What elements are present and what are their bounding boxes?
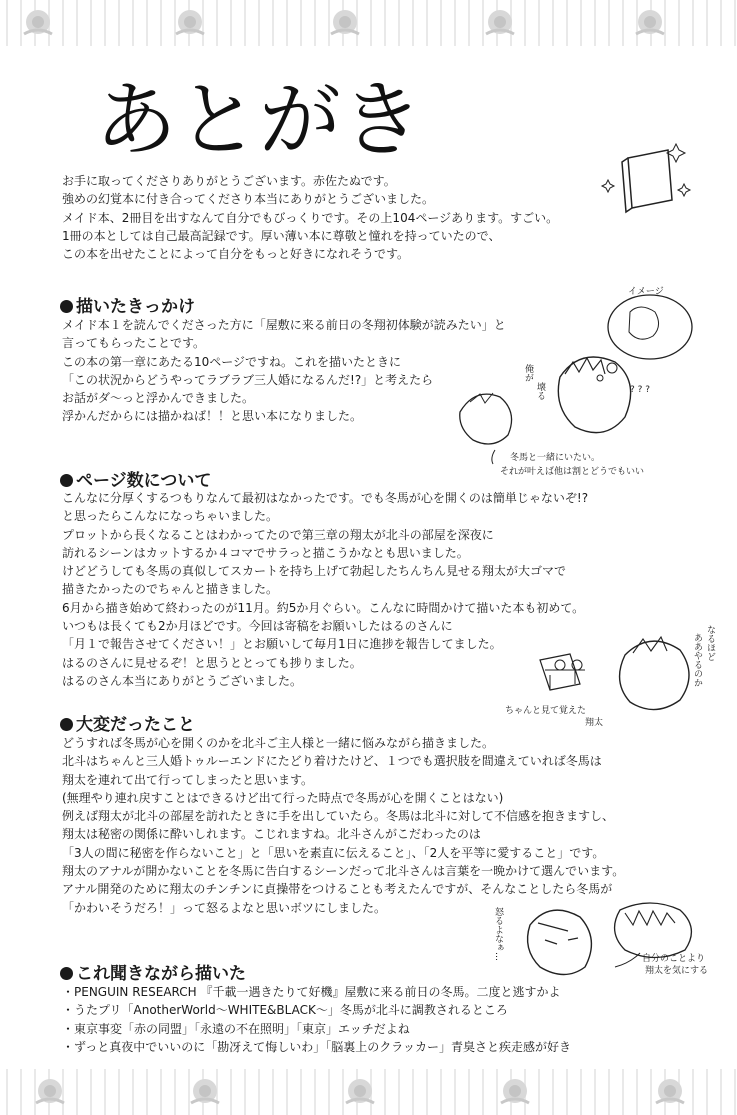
body-line: 「この状況からどうやってラブラブ三人婚になるんだ!?」と考えたら (62, 372, 434, 387)
doodle-text-chanto: ちゃんと見て覚えた (505, 706, 587, 716)
body-line: 「月１で報告させてください！」とお願いして毎月1日に進捗を報告してました。 (62, 637, 502, 652)
body-line: この本の第一章にあたる10ページですね。これを描いたときに (62, 354, 402, 369)
rose-ornament-icon (340, 1073, 380, 1111)
doodle-text-together: 冬馬と一緒にいたい。 (510, 453, 601, 463)
body-line: こんなに分厚くするつもりなんて最初はなかったです。でも冬馬が心を開くのは簡単じゃないぞ!? (62, 491, 589, 505)
doodle-text-naruhodo: なるほど (705, 625, 715, 661)
body-line: 「かわいそうだろ！」って怒るよなと思いボツにしました。 (62, 900, 387, 915)
doodle-text-shota: 翔太 (585, 718, 604, 728)
bullet-icon (60, 967, 73, 980)
body-line: お話がダ〜っと浮かんできました。 (62, 391, 255, 406)
body-line: アナル開発のために翔太のチンチンに貞操帯をつけることも考えたんですが、そんなことしたら冬馬が (62, 882, 613, 897)
character-doodle-2 (505, 615, 730, 735)
rose-ornament-icon (30, 1073, 70, 1111)
rose-ornament-icon (630, 4, 670, 42)
body-line: 言ってもらったことです。 (62, 336, 206, 351)
section-heading-text: 大変だったこと (76, 715, 195, 735)
page-title (95, 60, 425, 170)
body-line: メイド本１を読んでくださった方に「屋敷に来る前日の冬翔初体験が読みたい」と (62, 318, 506, 332)
page-title-text: あとがき (95, 73, 424, 168)
body-line: 翔太を連れて出て行ってしまったと思います。 (62, 772, 314, 787)
bullet-icon (60, 718, 73, 731)
doodle-text-jibun2: 翔太を気にする (645, 966, 709, 976)
body-line: いつもは長くても2か月ほどです。今回は寄稿をお願いしたはるのさんに (62, 619, 453, 634)
section-heading-text: 描いたきっかけ (76, 297, 195, 317)
section-heading (60, 466, 211, 491)
body-line: はるのさん本当にありがとうございました。 (62, 673, 303, 688)
section-heading-text: ページ数について (76, 471, 212, 491)
list-item: ・東京事変「赤の同盟」「永遠の不在照明」「東京」エッチだよね (62, 1021, 410, 1036)
decorative-border-bottom (0, 1069, 737, 1115)
doodle-text-imagine: イメージ (628, 287, 664, 297)
body-line: 浮かんだからには描かねば！！と思い本になりました。 (62, 409, 363, 424)
doodle-text-together2: それが叶えば他は割とどうでもいい (500, 467, 645, 477)
intro-line: 強めの幻覚本に付き合ってくださり本当にありがとうございました。 (62, 192, 435, 207)
doodle-text-okoru: 怒るよなぁ… (493, 907, 503, 961)
body-line: 6月から描き始めて終わったのが11月。約5か月ぐらい。こんなに時間かけて描いた本も初めて。 (62, 600, 585, 615)
rose-ornament-icon (18, 4, 58, 42)
body-line: と思ったらこんなになっちゃいました。 (62, 509, 279, 524)
rose-ornament-icon (480, 4, 520, 42)
doodle-text-kowasu: 壊る (535, 382, 545, 400)
body-line: 訪れるシーンはカットするか４コマでサラっと描こうかなとも思いました。 (62, 545, 469, 560)
body-line: プロットから長くなることはわかってたので第三章の翔太が北斗の部屋を深夜に (62, 527, 494, 542)
body-line: 翔太のアナルが開かないことを冬馬に告白するシーンだって北斗さんは言葉を一晩かけて選んでいます。 (62, 864, 625, 879)
rose-ornament-icon (170, 4, 210, 42)
body-line: 描きたかったのでちゃんと描きました。 (62, 582, 279, 597)
rose-ornament-icon (495, 1073, 535, 1111)
doodle-text-ore: 俺が (523, 364, 533, 382)
svg-text:? ? ?: ? ? ? (630, 385, 651, 395)
book-doodle (598, 140, 693, 220)
body-line: (無理やり連れ戻すことはできるけど出て行った時点で冬馬が心を開くことはない) (62, 790, 504, 805)
body-line: 例えば翔太が北斗の部屋を訪れたときに手を出していたら。冬馬は北斗に対して不信感を抱きますし、 (62, 809, 615, 824)
intro-line: メイド本、2冊目を出すなんて自分でもびっくりです。その上104ページあります。すごい。 (62, 210, 559, 225)
bullet-icon (60, 300, 73, 313)
list-item: ・うたプリ「AnotherWorld〜WHITE&BLACK〜」冬馬が北斗に調教されるところ (62, 1003, 508, 1018)
decorative-border-top (0, 0, 737, 46)
body-line: 翔太は秘密の関係に酔いしれます。こじれますね。北斗さんがこだわったのは (62, 827, 481, 842)
rose-ornament-icon (325, 4, 365, 42)
bullet-icon (60, 474, 73, 487)
intro-paragraph (62, 172, 558, 263)
doodle-text-aayaruno: ああやるのか (692, 633, 702, 687)
section-body (62, 983, 571, 1056)
rose-ornament-icon (185, 1073, 225, 1111)
body-line: はるのさんに見せるぞ！と思うととっても捗りました。 (62, 655, 362, 670)
body-line: 「3人の間に秘密を作らないこと」と「思いを素直に伝えること」、「2人を平等に愛すること」です。 (62, 845, 605, 860)
section-body (62, 734, 624, 917)
section-heading (60, 710, 195, 735)
section-heading-text: これ聞きながら描いた (76, 964, 246, 984)
list-item: ・ずっと真夜中でいいのに「勘冴えて悔しいわ」「脳裏上のクラッカー」青臭さと疾走感が好き (62, 1039, 572, 1054)
intro-line: この本を出せたことによって自分をもっと好きになれそうです。 (62, 247, 410, 262)
rose-ornament-icon (650, 1073, 690, 1111)
list-item: ・PENGUIN RESEARCH 『千載一遇きたりて好機』屋敷に来る前日の冬馬。二度と逃すかよ (62, 985, 561, 999)
body-line: けどどうしても冬馬の真似してスカートを持ち上げて勃起したちんちん見せる翔太が大ゴマで (62, 564, 567, 579)
character-doodle-3 (490, 895, 725, 985)
intro-line: 1冊の本としては自己最高記録です。厚い薄い本に尊敬と憧れを持っていたので、 (62, 228, 501, 243)
body-line: どうすれば冬馬が心を開くのかを北斗ご主人様と一緒に悩みながら描きました。 (62, 736, 495, 750)
doodle-text-jibun: 自分のことより (642, 954, 706, 964)
intro-line: お手に取ってくださりありがとうございます。赤佐たぬです。 (62, 174, 396, 188)
section-heading (60, 959, 246, 984)
body-line: 北斗はちゃんと三人婚トゥルーエンドにたどり着けたけど、１つでも選択肢を間違えていれば冬馬は (62, 754, 602, 769)
character-doodle-1 (440, 282, 710, 482)
section-heading (60, 292, 195, 317)
